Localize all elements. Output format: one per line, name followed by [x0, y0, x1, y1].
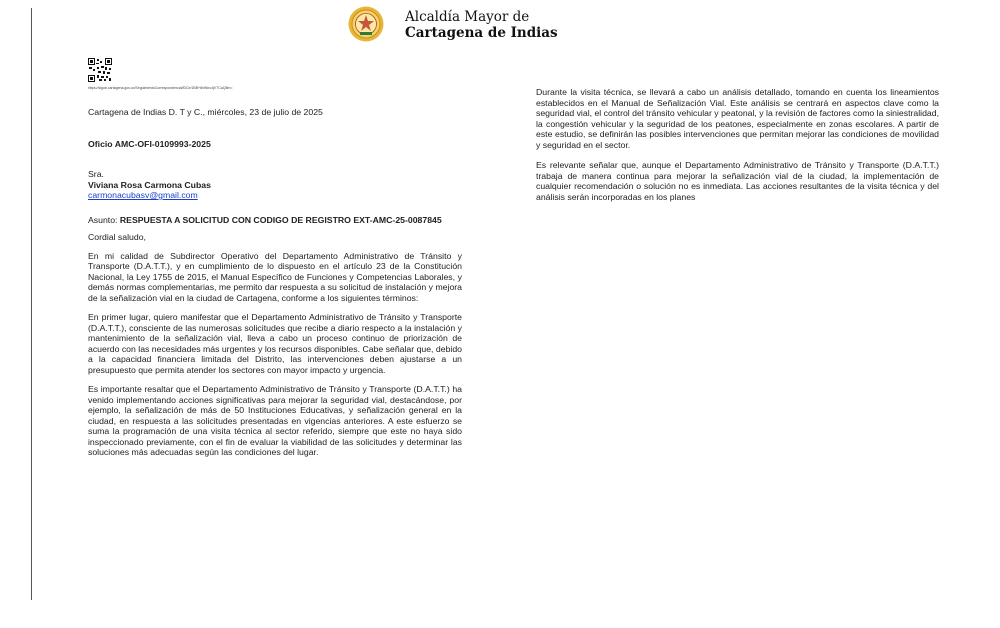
subject-label: Asunto:: [88, 214, 118, 225]
body-paragraph: En mi calidad de Subdirector Operativo del Departamento Administrativo de Tránsito y Transporte (D.A.T.T.), y en cumplimiento de lo dispuesto en el artículo 23 de la Constitución Nacional, la Ley 1755 de 2015, el Manual Específico de Funciones y Competencias Laborales, y demás normas complementarias, me permito dar respuesta a su solicitud de instalación y mejora de la señalización vial en la ciudad de Cartagena, conforme a los siguientes términos:: [88, 250, 462, 303]
city-seal-icon: [348, 6, 384, 42]
org-title-line1: Alcaldía Mayor de: [405, 9, 530, 25]
body-paragraph: Es importante resaltar que el Departamento Administrativo de Tránsito y Transporte (D.A.T.T.) ha venido implementando acciones significativas para mejorar la seguridad vial, destacándose, por ejemplo, la señalización de más de 50 Instituciones Educativas, y señalización general en la ciudad, en respuesta a las solicitudes presentadas en vigencias anteriores. A este esfuerzo se suma la programación de una visita técnica al sector referido, siempre que este no haya sido inspeccionado previamente, con el fin de evaluar la viabilidad de las solicitudes y determinar las soluciones más adecuadas según las condiciones del lugar.: [88, 384, 462, 457]
recipient-name: Viviana Rosa Carmona Cubas: [88, 179, 211, 190]
recipient-email-link[interactable]: carmonacubasv@gmail.com: [88, 190, 198, 200]
subject-line: [88, 215, 462, 226]
org-title-line2: Cartagena de Indias: [405, 25, 558, 41]
subject-text: RESPUESTA A SOLICITUD CON CODIGO DE REGISTRO EXT-AMC-25-0087845: [119, 214, 442, 225]
qr-verification-url[interactable]: https://sigob.cartagena.gov.co/SeguimientoCorrespondencia/fDCe/1BB+8nWnu4jVTCaQ8m=: [88, 86, 233, 90]
letterhead: [0, 0, 1000, 46]
body-paragraph: Es relevante señalar que, aunque el Departamento Administrativo de Tránsito y Transporte (D.A.T.T.) trabaja de manera continua para mejorar la señalización vial de la ciudad, la implementación de cualquier recomendación o solución no es inmediata. Las acciones resultantes de la visita técnica y del análisis serán incorporadas en los planes: [536, 160, 939, 202]
recipient-block: [88, 169, 462, 201]
org-title: [405, 9, 558, 41]
body-paragraph: Durante la visita técnica, se llevará a cabo un análisis detallado, tomando en cuenta los lineamientos establecidos en el Manual de Señalización Vial. Este análisis se centrará en aspectos clave como la seguridad vial, el control del tránsito vehicular y peatonal, y la revisión de factores como la siniestralidad, la congestión vehicular y la seguridad de los peatones, especialmente en zonas escolares. A partir de este estudio, se definirán las posibles intervenciones que permitan mejorar las condiciones de movilidad y seguridad en el sector.: [536, 87, 939, 150]
greeting: Cordial saludo,: [88, 232, 146, 242]
letter-date: Cartagena de Indias D. T y C., miércoles, 23 de julio de 2025: [88, 107, 323, 117]
letter-column-right: [536, 87, 939, 212]
page-margin-rule: [31, 8, 32, 600]
qr-code-icon: [88, 58, 112, 82]
oficio-number: Oficio AMC-OFI-0109993-2025: [88, 138, 211, 149]
letter-column-left: [88, 107, 462, 467]
body-paragraph: En primer lugar, quiero manifestar que el Departamento Administrativo de Tránsito y Transporte (D.A.T.T.), consciente de las numerosas solicitudes que recibe a diario respecto a la instalación y mantenimiento de la señalización vial, lleva a cabo un proceso continuo de priorización de acuerdo con las necesidades más urgentes y los recursos disponibles. Cabe señalar que, debido a la capacidad financiera limitada del Distrito, las intervenciones deben ajustarse a un presupuesto que permita atender los sectores con mayor impacto y urgencia.: [88, 312, 462, 375]
salutation-title: Sra.: [88, 169, 104, 179]
